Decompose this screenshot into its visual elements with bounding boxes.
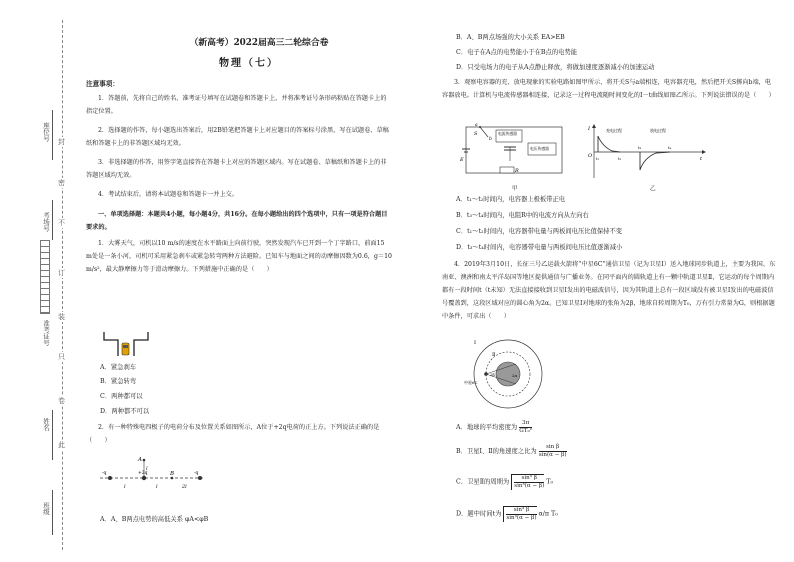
- seat-number-label: 座位号: [42, 122, 50, 142]
- q3-caption-right: 乙: [650, 186, 656, 192]
- fill-line[interactable]: [52, 490, 53, 535]
- q1-option[interactable]: D．两种都不可以: [100, 408, 150, 415]
- numerator: sin β: [539, 444, 567, 452]
- seal-char: 订: [58, 269, 65, 277]
- svg-text:t₄: t₄: [668, 145, 672, 150]
- q4-option-c[interactable]: [456, 474, 553, 490]
- svg-text:l: l: [156, 484, 158, 490]
- seal-char: 只: [58, 353, 65, 361]
- svg-text:Ⅱ: Ⅱ: [492, 352, 496, 358]
- svg-text:b: b: [489, 137, 492, 142]
- notice-item: 1．答题前，先将自己的姓名、准考证号填写在试题卷和答题卡上，并将准考证号条形码粘贴在答题卡上的指定位置。: [86, 95, 387, 115]
- svg-text:R: R: [515, 168, 519, 174]
- q4-option-d-tail: α/π T₀: [538, 510, 558, 518]
- svg-text:A: A: [138, 457, 142, 463]
- q1-stem: 1．大雾天气，司机以10 m/s的速度在水平路面上向前行驶，突然发现汽车已开到一个丁字路口，前面15 m处是一条小河，司机可采用紧急刹车或紧急转弯两种方法避险。已知车与地面之间的动摩擦因数为0.6，g＝10 m/s²，最大静摩擦力等于滑动摩擦力。下列措施中正确的是（ ）: [86, 240, 392, 273]
- q1-option[interactable]: C．两种都可以: [100, 393, 143, 400]
- svg-text:2l: 2l: [182, 484, 187, 490]
- svg-text:放电过程: 放电过程: [650, 128, 666, 133]
- fill-line[interactable]: [52, 200, 53, 240]
- q2-option[interactable]: A．A、B两点电势的高低关系 φA<φB: [100, 516, 209, 523]
- q4-option-c-text: C．卫星Ⅱ的周期为: [456, 478, 510, 486]
- sqrt-icon: [511, 474, 544, 490]
- denominator: sin(α − β): [538, 452, 567, 458]
- svg-text:t: t: [700, 156, 703, 162]
- numerator: sin³ β: [514, 475, 544, 483]
- seal-char: 封: [58, 138, 65, 146]
- seal-char: 装: [58, 313, 65, 321]
- svg-text:-q: -q: [194, 471, 199, 476]
- svg-text:Ⅰ: Ⅰ: [474, 340, 476, 346]
- q4-option-b-text: B．卫星Ⅰ、Ⅱ的角速度之比为: [456, 448, 537, 455]
- q1-figure: [100, 330, 152, 358]
- q3-option[interactable]: A．t₁～t₂时间内，电容器上极板带正电: [456, 196, 566, 203]
- denominator: sin³(α − β): [514, 483, 545, 489]
- notice-item: 2．选择题的作答，每小题选出答案后，用2B铅笔把答题卡上对应题目的答案标号涂黑，写在试题卷、草稿纸和答题卡上的非答题区域均无效。: [86, 127, 389, 147]
- name-label: 姓名: [42, 418, 50, 431]
- svg-text:I: I: [588, 126, 590, 132]
- q3-caption-left: 甲: [512, 186, 518, 192]
- seal-char: 不: [58, 219, 65, 227]
- svg-text:2α: 2α: [512, 373, 518, 378]
- svg-text:E: E: [460, 157, 464, 163]
- q3-circuit-figure: [460, 123, 570, 183]
- svg-text:+2q: +2q: [138, 471, 148, 476]
- exam-title: （新高考）2022届高三二轮综合卷: [189, 38, 329, 48]
- q2-option[interactable]: C．电子在A点的电势能小于在B点的电势能: [456, 49, 578, 56]
- q4-option-d[interactable]: [456, 506, 558, 522]
- svg-text:中星6C: 中星6C: [464, 380, 478, 385]
- class-label: 班级: [42, 502, 50, 515]
- svg-text:t₂: t₂: [618, 156, 622, 161]
- q3-stem: 3．观察电容器的充、放电现象的实验电路如图甲所示，将开关S与a端相连，电容器充电，然后把开关S掷向b端，电容器放电。计算机与电流传感器相连接，记录这一过程电流随时间变化的I－t曲线如图乙所示。下列说法错误的是（ ）: [442, 79, 775, 99]
- denominator: GT₀²: [519, 428, 532, 434]
- q1-option[interactable]: A．紧急刹车: [100, 364, 137, 371]
- notice-item: 4．考试结束后，请将本试题卷和答题卡一并上交。: [98, 191, 239, 198]
- notice-item: 3．非选择题的作答，用签字笔直接答在答题卡上对应的答题区域内。写在试题卷、草稿纸和答题卡上的非答题区域均无效。: [86, 159, 387, 179]
- q4-option-a-fraction: [519, 420, 532, 435]
- sqrt-icon: [503, 506, 536, 522]
- q4-option-d-text: D．题中时间t为: [456, 510, 502, 518]
- svg-text:O: O: [588, 153, 593, 159]
- q4-option-b-fraction: [539, 444, 567, 459]
- q4-option-c-tail: T₀: [546, 478, 554, 486]
- q4-stem: 4．2019年3月10日，长征三号乙运载火箭将“中星6C”通信卫星（记为卫星Ⅰ）送入地球同步轨道上，主要为我国、东南亚、澳洲和南太平洋岛国等地区提供通信与广播业务。在同平面内的圆轨道上有一颗中轨道卫星Ⅱ，它运动的每个周期内都有一段时间t（t未知）无法直接接收到卫星Ⅰ发出的电磁波信号，因为其轨道上总有一段区域没有被卫星Ⅰ发出的电磁波信号覆盖到，这段区域对应的圆心角为2α。已知卫星Ⅰ对地球的张角为2β，地球自转周期为T₀，万有引力常量为G，则根据题中条件，可求出（ ）: [442, 261, 776, 320]
- fill-line[interactable]: [52, 410, 53, 460]
- cut-line: [62, 20, 63, 550]
- car-icon: [122, 343, 129, 355]
- svg-text:B: B: [170, 471, 175, 477]
- section-heading: 一、单项选择题：本题共4小题，每小题4分，共16分。在每小题给出的四个选项中，只有一项是符合题目要求的。: [86, 211, 388, 231]
- svg-text:2β: 2β: [490, 372, 495, 377]
- q2-option[interactable]: D．只受电场力的电子从A点静止释放，将做加速度逐渐减小的加速运动: [456, 64, 655, 71]
- q3-option[interactable]: C．t₁～t₂时间内，电容器带电量与两板间电压比值保持不变: [456, 228, 623, 235]
- svg-text:t₃: t₃: [638, 145, 642, 150]
- svg-text:t₁: t₁: [596, 156, 600, 161]
- numerator: 3π: [519, 420, 532, 428]
- svg-text:l: l: [146, 466, 148, 472]
- q2-figure: [98, 454, 208, 494]
- q2-option[interactable]: B．A、B两点场强的大小关系 EA>EB: [456, 34, 565, 41]
- q4-option-a-text: A．地球的平均密度为: [456, 424, 518, 431]
- svg-text:a: a: [475, 123, 478, 128]
- q4-orbit-figure: [464, 336, 544, 412]
- q3-option[interactable]: D．t₃～t₄时间内，电容器带电量与两板间电压比值逐渐减小: [456, 244, 623, 251]
- exam-room-label: 考场号: [42, 212, 50, 232]
- seal-char: 此: [58, 441, 65, 449]
- notice-heading: 注意事项：: [86, 80, 119, 88]
- svg-text:电流传感器: 电流传感器: [498, 131, 517, 136]
- q3-option[interactable]: B．t₃～t₄时间内，电阻R中的电流方向从左向右: [456, 212, 589, 219]
- subject-title: 物理（七）: [219, 58, 279, 69]
- denominator: sin³(α − β): [506, 515, 537, 521]
- binding-margin: [0, 0, 80, 562]
- svg-text:S: S: [474, 131, 478, 137]
- svg-text:电压传感器: 电压传感器: [530, 146, 549, 151]
- fill-line[interactable]: [52, 110, 53, 160]
- ticket-number-label: 准考证号: [42, 320, 50, 346]
- ticket-number-boxes[interactable]: [40, 240, 50, 314]
- seal-char: 卷: [58, 397, 65, 405]
- q4-option-b[interactable]: [456, 444, 567, 459]
- svg-text:充电过程: 充电过程: [606, 128, 622, 133]
- numerator: sin³ β: [506, 507, 536, 515]
- svg-text:l: l: [124, 484, 126, 490]
- seal-char: 密: [58, 179, 65, 187]
- q3-graph-figure: [586, 122, 708, 184]
- svg-text:-q: -q: [102, 471, 107, 476]
- q1-option[interactable]: B．紧急转弯: [100, 378, 137, 385]
- q4-option-a[interactable]: [456, 420, 532, 435]
- q2-stem: 2．有一种特殊电四极子的电荷分布及位置关系如图所示，A位于+2q电荷的正上方。下列说法正确的是（ ）: [86, 424, 380, 444]
